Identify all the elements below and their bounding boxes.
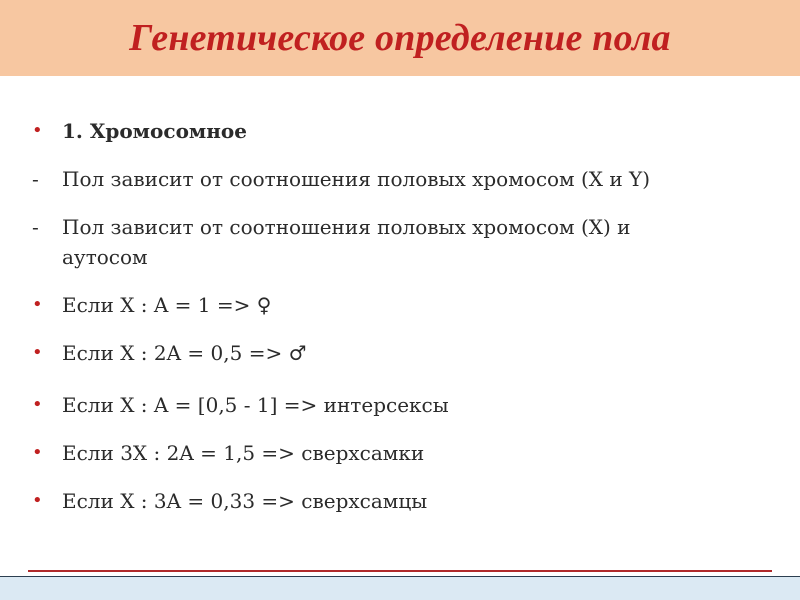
bullet-icon: •	[32, 442, 43, 463]
list-item: 1. Хромосомное	[62, 119, 247, 143]
list-item: Если X : A = 1 => ♀	[62, 293, 272, 317]
list-item: Пол зависит от соотношения половых хромосом (X и Y)	[62, 167, 651, 191]
bullet-icon: •	[32, 394, 43, 415]
bullet-icon: •	[32, 294, 43, 315]
bullet-icon: •	[32, 342, 43, 363]
list-item: Если X : 3A = 0,33 => сверхсамцы	[62, 489, 428, 513]
list-item: Если X : 2A = 0,5 => ♂	[62, 341, 307, 365]
list-item: Если 3X : 2A = 1,5 => сверхсамки	[62, 441, 425, 465]
slide-title: Генетическое определение пола	[129, 17, 671, 59]
dash-icon: -	[32, 167, 39, 191]
dash-icon: -	[32, 215, 39, 239]
list-item-continuation: аутосом	[62, 245, 148, 269]
list-item: Пол зависит от соотношения половых хромосом (X) и	[62, 215, 631, 239]
footer-bar	[0, 576, 800, 600]
list-item: Если X : A = [0,5 - 1] => интерсексы	[62, 393, 449, 417]
bullet-icon: •	[32, 120, 43, 141]
footer-divider	[28, 570, 772, 572]
bullet-icon: •	[32, 490, 43, 511]
